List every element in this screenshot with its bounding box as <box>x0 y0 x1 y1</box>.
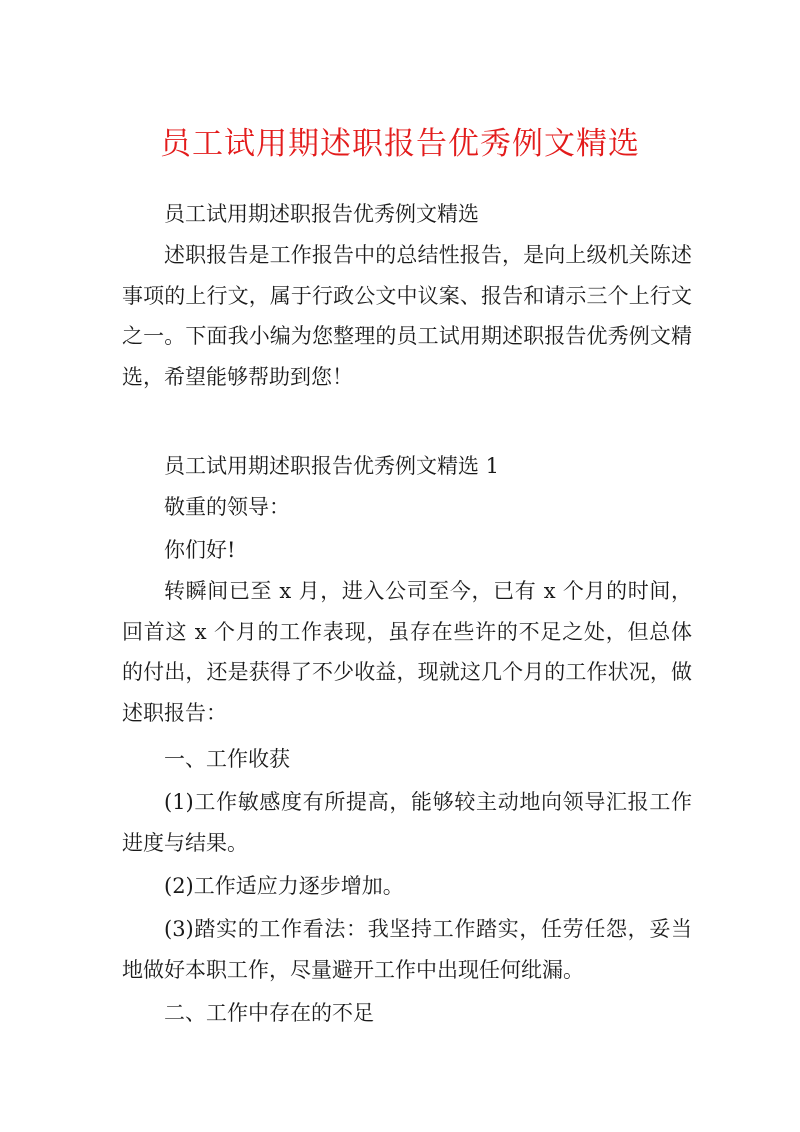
paragraph-item-3: (3)踏实的工作看法：我坚持工作踏实，任劳任怨，妥当地做好本职工作，尽量避开工作中出现任何纰漏。 <box>122 917 692 982</box>
paragraph-intro: 述职报告是工作报告中的总结性报告，是向上级机关陈述事项的上行文，属于行政公文中议案、报告和请示三个上行文之一。下面我小编为您整理的员工试用期述职报告优秀例文精选，希望能够帮助到您！ <box>122 243 692 389</box>
paragraph-item-2: (2)工作适应力逐步增加。 <box>164 874 404 898</box>
paragraph-subtitle: 员工试用期述职报告优秀例文精选 <box>164 202 479 226</box>
paragraph-greeting: 你们好! <box>164 538 236 562</box>
paragraph-salutation: 敬重的领导： <box>164 495 290 519</box>
paragraph-section-heading: 员工试用期述职报告优秀例文精选 1 <box>164 454 500 478</box>
paragraph-body: 转瞬间已至 x 月，进入公司至今，已有 x 个月的时间，回首这 x 个月的工作表现，虽存在些许的不足之处，但总体的付出，还是获得了不少收益，现就这几个月的工作状况，做述职报告： <box>122 579 692 725</box>
paragraph-item-1: (1)工作敏感度有所提高，能够较主动地向领导汇报工作进度与结果。 <box>122 790 692 855</box>
paragraph-heading-gains: 一、工作收获 <box>164 747 290 771</box>
paragraph-heading-shortcomings: 二、工作中存在的不足 <box>164 1001 374 1025</box>
document-title: 员工试用期述职报告优秀例文精选 <box>160 126 640 162</box>
